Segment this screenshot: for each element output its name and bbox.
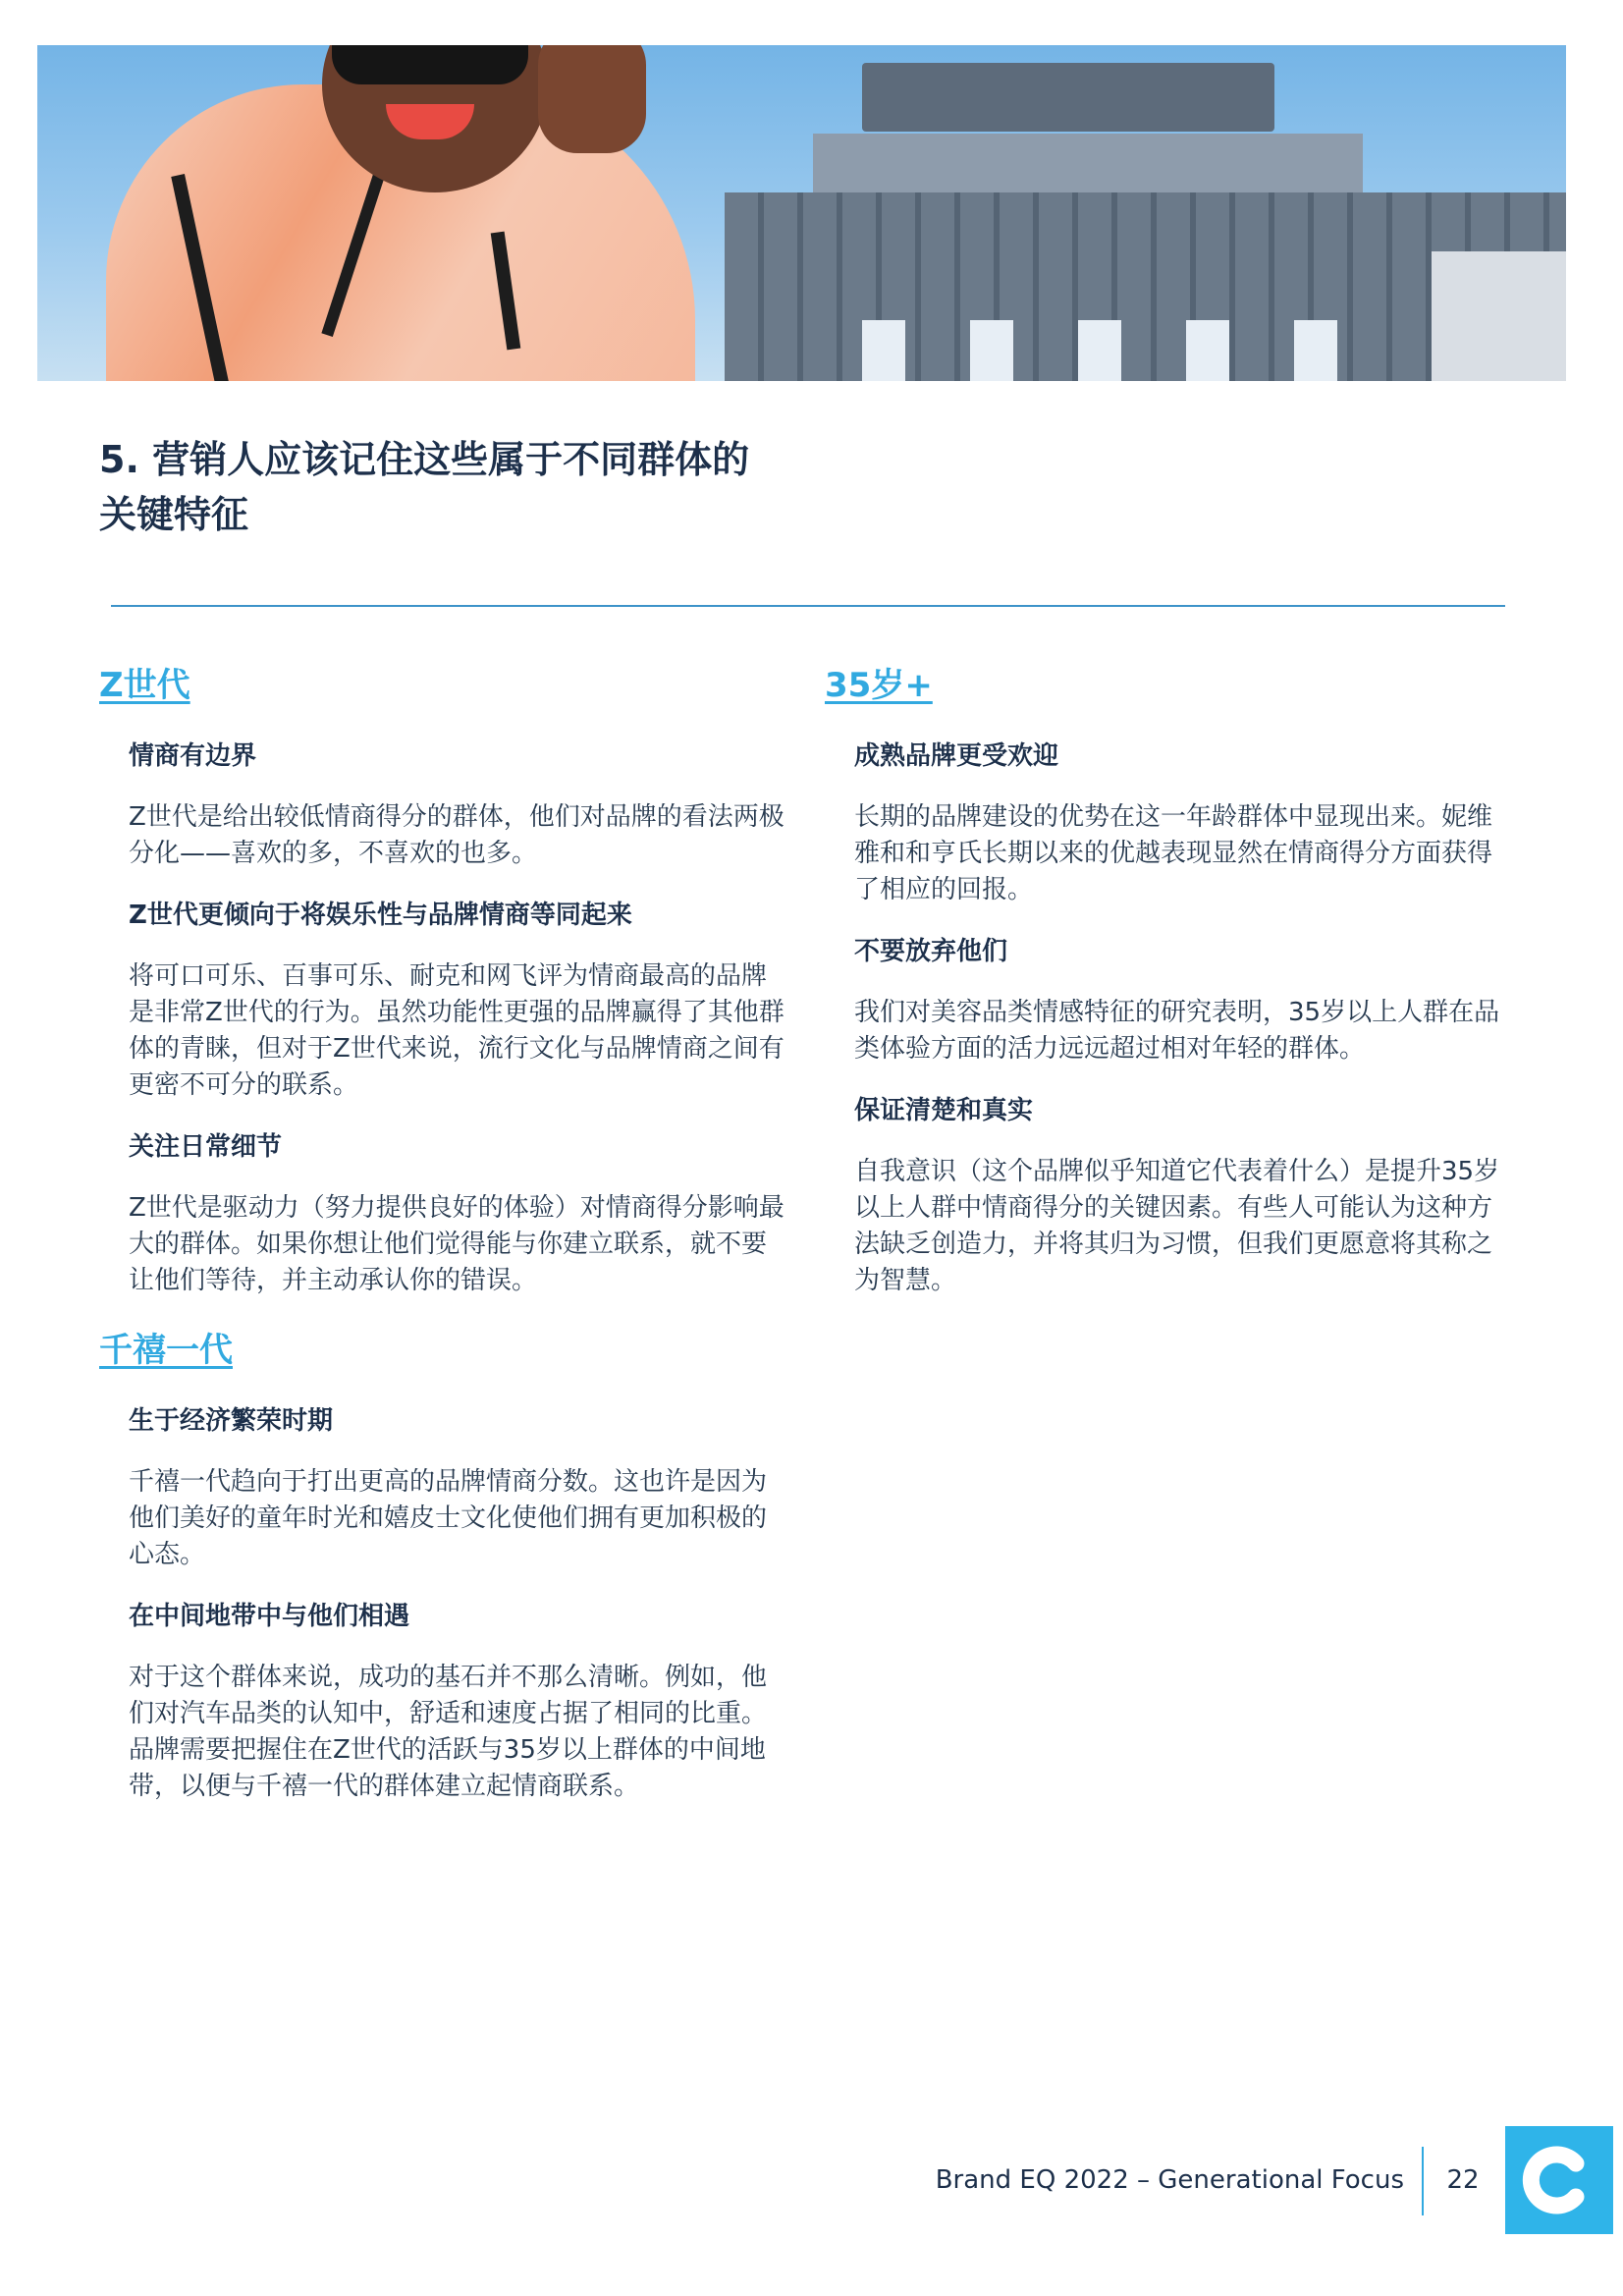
list-item <box>129 1403 786 1573</box>
page-title <box>99 432 786 542</box>
photo-house <box>1432 251 1566 381</box>
brand-logo-icon <box>1505 2126 1613 2234</box>
item-heading: 关注日常细节 <box>129 1132 283 1162</box>
list-item <box>129 1599 786 1805</box>
group-heading-gen-z[interactable]: Z世代 <box>99 666 190 705</box>
list-item <box>854 1093 1512 1299</box>
photo-building-roof <box>862 63 1274 132</box>
group-35-plus <box>825 660 1512 1299</box>
item-heading: 保证清楚和真实 <box>854 1096 1034 1125</box>
group-heading-35-plus[interactable]: 35岁+ <box>825 666 933 705</box>
group-millennials <box>99 1325 786 1805</box>
item-heading: 在中间地带中与他们相遇 <box>129 1602 410 1631</box>
item-body: Z世代是驱动力（努力提供良好的体验）对情商得分影响最大的群体。如果你想让他们觉得能与你建立联系，就不要让他们等待，并主动承认你的错误。 <box>129 1193 784 1295</box>
group-heading-millennials[interactable]: 千禧一代 <box>99 1331 233 1370</box>
list-item <box>129 1129 786 1299</box>
list-item <box>129 898 786 1104</box>
footer-divider <box>1422 2147 1424 2215</box>
group-gen-z <box>99 660 786 1299</box>
item-heading: 生于经济繁荣时期 <box>129 1406 334 1436</box>
item-heading: Z世代更倾向于将娱乐性与品牌情商等同起来 <box>129 901 632 930</box>
left-column <box>99 660 786 1831</box>
item-body: 我们对美容品类情感特征的研究表明，35岁以上人群在品类体验方面的活力远远超过相对年轻的群体。 <box>854 998 1500 1064</box>
item-body: 千禧一代趋向于打出更高的品牌情商分数。这也许是因为他们美好的童年时光和嬉皮士文化使他们拥有更加积极的心态。 <box>129 1467 768 1569</box>
list-item <box>129 738 786 872</box>
page-title-line-2: 关键特征 <box>99 493 249 536</box>
item-body: 对于这个群体来说，成功的基石并不那么清晰。例如，他们对汽车品类的认知中，舒适和速度占据了相同的比重。品牌需要把握住在Z世代的活跃与35岁以上群体的中间地带，以便与千禧一代的群体建立起情商联系。 <box>129 1663 768 1801</box>
item-heading: 成熟品牌更受欢迎 <box>854 741 1059 771</box>
section-divider <box>111 605 1505 607</box>
footer-report-title: Brand EQ 2022 – Generational Focus <box>935 2165 1404 2195</box>
photo-sunglasses <box>332 45 528 84</box>
item-body: Z世代是给出较低情商得分的群体，他们对品牌的看法两极分化——喜欢的多，不喜欢的也多。 <box>129 802 784 868</box>
item-body: 自我意识（这个品牌似乎知道它代表着什么）是提升35岁以上人群中情商得分的关键因素。有些人可能认为这种方法缺乏创造力，并将其归为习惯，但我们更愿意将其称之为智慧。 <box>854 1157 1500 1295</box>
right-column <box>825 660 1512 1325</box>
item-heading: 不要放弃他们 <box>854 937 1008 966</box>
hero-photo <box>37 45 1566 381</box>
page-number: 22 <box>1446 2165 1480 2195</box>
item-body: 长期的品牌建设的优势在这一年龄群体中显现出来。妮维雅和和亨氏长期以来的优越表现显然在情商得分方面获得了相应的回报。 <box>854 802 1493 904</box>
item-body: 将可口可乐、百事可乐、耐克和网飞评为情商最高的品牌是非常Z世代的行为。虽然功能性更强的品牌赢得了其他群体的青睐，但对于Z世代来说，流行文化与品牌情商之间有更密不可分的联系。 <box>129 961 784 1100</box>
list-item <box>854 934 1512 1067</box>
list-item <box>854 738 1512 908</box>
item-heading: 情商有边界 <box>129 741 257 771</box>
photo-hand <box>538 45 646 153</box>
page-title-line-1: 5. 营销人应该记住这些属于不同群体的 <box>99 438 750 481</box>
